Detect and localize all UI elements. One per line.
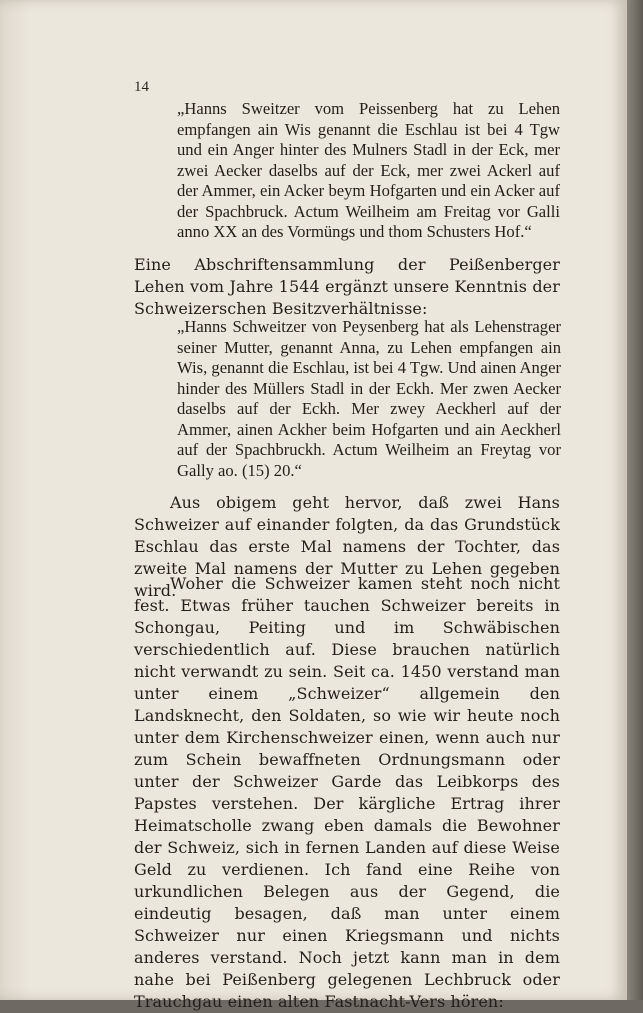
quote-2: „Hanns Schweitzer von Peysenberg hat als Lehenstrager seiner Mutter, genannt Anna, zu Lehen empfangen ain Wis, genannt die Eschlau, ist bei 4 Tgw. Und ainen Anger hinder des Müllers Stadl in der Eckh. Mer zwen Aecker daselbs auf der Eckh. Mer zwey Aeckherl auf der Ammer, ainen Ackher beim Hofgarten und ain Aeckherl auf der Spachbruckh. Actum Weilheim an Freytag vor Gally ao. (15) 20.“ (177, 317, 561, 480)
page-edge (627, 0, 643, 1000)
paragraph-2: Aus obigem geht hervor, daß zwei Hans Schweizer auf einander folgten, da das Grundstück Eschlau das erste Mal namens der Tochter, das zweite Mal namens der Mutter zu Lehen gegeben wird. (134, 493, 560, 600)
quote-1: „Hanns Sweitzer vom Peissenberg hat zu Lehen empfangen ain Wis genannt die Eschlau ist bei 4 Tgw und ein Anger hinter des Mulners Stadl in der Eck, mer zwei Aecker daselbs auf der Eck, mer zwei Ackerl auf der Ammer, ein Acker beym Hofgarten und ein Acker auf der Spachbruck. Actum Weilheim am Freitag vor Galli anno XX an des Vormüngs und thom Schusters Hof.“ (177, 99, 560, 241)
paragraph-1: Eine Abschriftensammlung der Peißenberger Lehen vom Jahre 1544 ergänzt unsere Kenntnis der Schweizerschen Besitzverhältnisse: (134, 255, 560, 318)
page-number: 14 (134, 79, 149, 95)
paragraph-3: Woher die Schweizer kamen steht noch nicht fest. Etwas früher tauchen Schweizer bereits in Schongau, Peiting und im Schwäbischen verschiedentlich auf. Diese brauchen natürlich nicht verwandt zu sein. Seit ca. 1450 verstand man unter einem „Schweizer“ allgemein den Landsknecht, den Soldaten, so wie wir heute noch unter dem Kirchenschweizer einen, wenn auch nur zum Schein bewaffneten Ordnungsmann oder unter der Schweizer Garde das Leibkorps des Papstes verstehen. Der kärgliche Ertrag ihrer Heimatscholle zwang eben damals die Bewohner der Schweiz, sich in fernen Landen auf diese Weise Geld zu verdienen. Ich fand eine Reihe von urkundlichen Belegen aus der Gegend, die eindeutig besagen, daß man unter einem Schweizer nur einen Kriegsmann und nichts anderes verstand. Noch jetzt kann man in dem nahe bei Peißenberg gelegenen Lechbruck oder Trauchgau einen alten Fastnacht-Vers hören: (134, 574, 560, 1011)
page-shading (0, 0, 30, 1000)
